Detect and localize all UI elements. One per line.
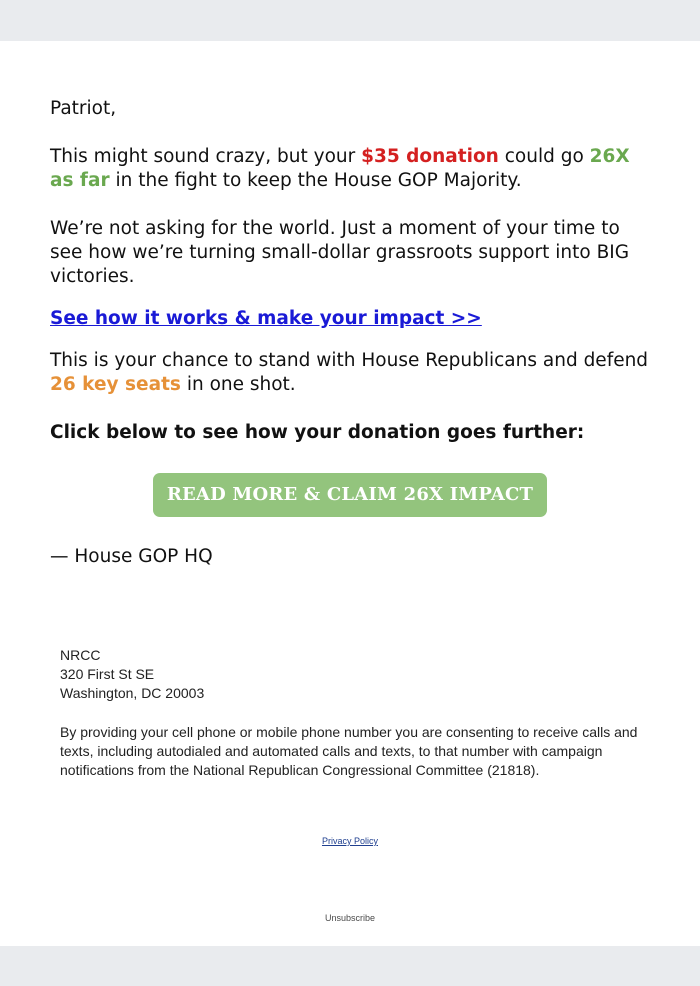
intro-text-3: in the fight to keep the House GOP Majority. <box>109 170 522 191</box>
email-body <box>0 41 700 946</box>
click-below-heading: Click below to see how your donation goes further: <box>50 422 585 443</box>
chance-text-2: in one shot. <box>180 374 296 395</box>
greeting: Patriot, <box>50 98 117 119</box>
chance-text-1: This is your chance to stand with House Republicans and defend <box>50 350 649 371</box>
bottom-frame-bar <box>0 946 700 986</box>
intro-text-2: could go <box>498 146 590 167</box>
sms-disclaimer: By providing your cell phone or mobile phone number you are consenting to receive calls and texts, including autodialed and automated calls and texts, to that number with campaign notifications from the National Republican Congressional Committee (21818). <box>60 724 638 778</box>
main-link-paragraph <box>50 307 655 331</box>
address-line-1: 320 First St SE <box>60 666 155 682</box>
address-line-2: Washington, DC 20003 <box>60 685 205 701</box>
privacy-policy-link[interactable]: Privacy Policy <box>321 836 378 846</box>
multiplier-highlight: 26X as far <box>50 146 630 191</box>
top-frame-bar <box>0 0 700 41</box>
intro-paragraph <box>50 145 655 193</box>
privacy-row <box>0 836 700 846</box>
intro-text-1: This might sound crazy, but your <box>50 146 362 167</box>
see-how-it-works-link[interactable]: See how it works & make your impact >> <box>50 308 482 329</box>
unsubscribe-link[interactable]: Unsubscribe <box>324 913 376 923</box>
mailing-address <box>60 646 660 703</box>
org-name: NRCC <box>60 647 101 663</box>
signoff: — House GOP HQ <box>50 546 213 567</box>
seats-highlight: 26 key seats <box>50 374 181 395</box>
donation-amount-highlight: $35 donation <box>361 146 499 167</box>
claim-impact-button[interactable]: READ MORE & CLAIM 26X IMPACT <box>153 473 547 517</box>
ask-paragraph: We’re not asking for the world. Just a moment of your time to see how we’re turning small-dollar grassroots support into BIG victories. <box>50 218 630 287</box>
chance-paragraph <box>50 349 655 397</box>
